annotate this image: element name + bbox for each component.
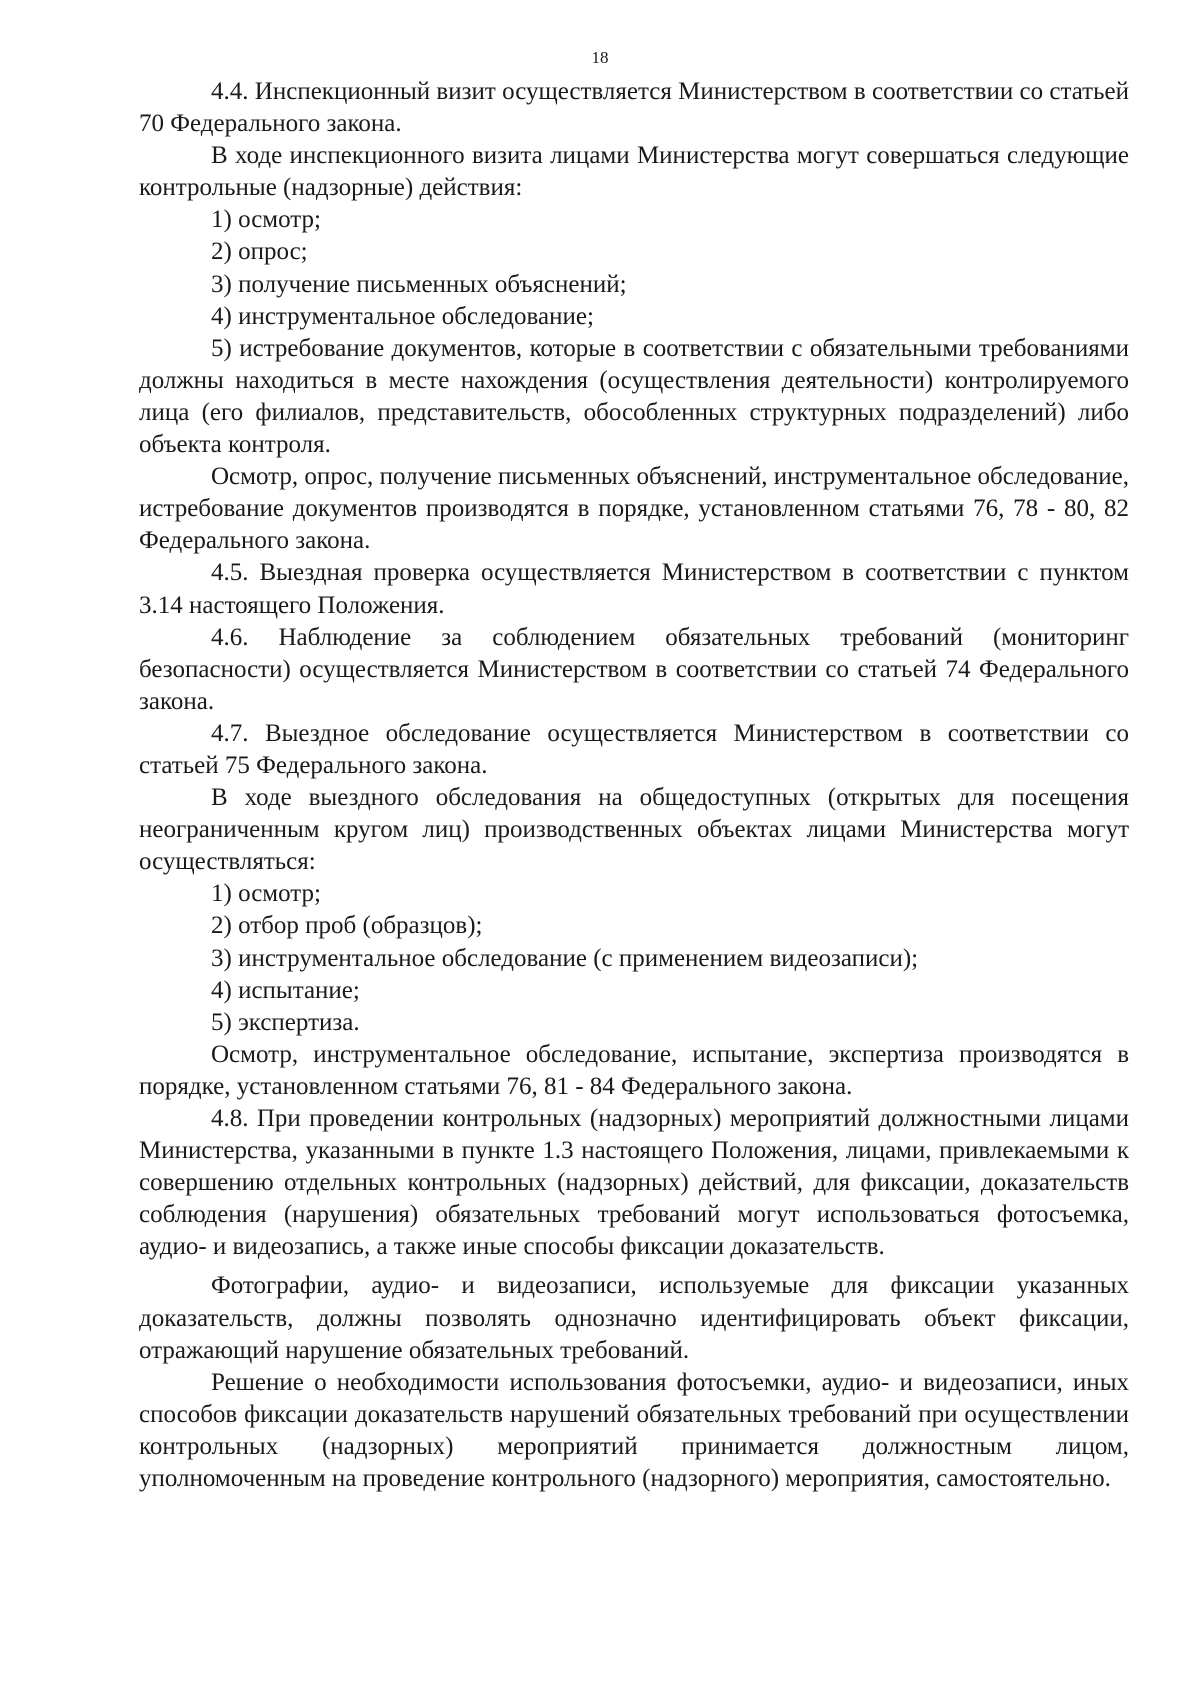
paragraph-4-7: 4.7. Выездное обследование осуществляется Министерством в соответствии со статьей 75 Федерального закона. — [139, 719, 1129, 779]
list-item: 4) испытание; — [211, 976, 360, 1004]
paragraph-field-survey-intro: В ходе выездного обследования на общедоступных (открытых для посещения неограниченным кругом лиц) производственных объектах лицами Министерства могут осуществляться: — [139, 784, 1129, 876]
list-item: 5) экспертиза. — [211, 1008, 360, 1036]
paragraph-4-4: 4.4. Инспекционный визит осуществляется Министерством в соответствии со статьей 70 Федерального закона. — [139, 78, 1129, 138]
paragraph-photos-requirements: Фотографии, аудио- и видеозаписи, используемые для фиксации указанных доказательств, должны позволять однозначно идентифицировать объект фиксации, отражающий нарушение обязательных требований. — [139, 1272, 1129, 1364]
paragraph-recording-decision: Решение о необходимости использования фотосъемки, аудио- и видеозаписи, иных способов фиксации доказательств нарушений обязательных требований при осуществлении контрольных (надзорных) мероприятий принимается должностным лицом, уполномоченным на проведение контрольного (надзорного) мероприятия, самостоятельно. — [139, 1368, 1129, 1493]
paragraph-4-8: 4.8. При проведении контрольных (надзорных) мероприятий должностными лицами Министерства, указанными в пункте 1.3 настоящего Положения, лицами, привлекаемыми к совершению отдельных контрольных (надзорных) действий, для фиксации, доказательств соблюдения (нарушения) обязательных требований могут использоваться фотосъемка, аудио- и видеозапись, а также иные способы фиксации доказательств. — [139, 1105, 1129, 1261]
list-item: 1) осмотр; — [211, 880, 321, 908]
list-item: 1) осмотр; — [211, 206, 321, 234]
list-item: 4) инструментальное обследование; — [211, 302, 594, 330]
paragraph-survey-procedure: Осмотр, инструментальное обследование, испытание, экспертиза производятся в порядке, установленном статьями 76, 81 - 84 Федерального закона. — [139, 1040, 1129, 1100]
list-item: 3) получение письменных объяснений; — [211, 270, 627, 298]
list-item: 3) инструментальное обследование (с применением видеозаписи); — [211, 944, 919, 972]
paragraph-4-5: 4.5. Выездная проверка осуществляется Министерством в соответствии с пунктом 3.14 настоящего Положения. — [139, 559, 1129, 619]
paragraph-inspection-actions-intro: В ходе инспекционного визита лицами Министерства могут совершаться следующие контрольные (надзорные) действия: — [139, 142, 1129, 202]
paragraph-inspection-procedure: Осмотр, опрос, получение письменных объяснений, инструментальное обследование, истребование документов производятся в порядке, установленном статьями 76, 78 - 80, 82 Федерального закона. — [139, 463, 1129, 555]
list-item: 2) опрос; — [211, 238, 308, 266]
paragraph-4-6: 4.6. Наблюдение за соблюдением обязательных требований (мониторинг безопасности) осуществляется Министерством в соответствии со статьей 74 Федерального закона. — [139, 623, 1129, 715]
document-body — [139, 76, 1129, 1495]
page-number: 18 — [591, 48, 609, 67]
list-item: 5) истребование документов, которые в соответствии с обязательными требованиями должны находиться в месте нахождения (осуществления деятельности) контролируемого лица (его филиалов, представительств, обособленных структурных подразделений) либо объекта контроля. — [139, 334, 1129, 459]
list-item: 2) отбор проб (образцов); — [211, 912, 483, 940]
